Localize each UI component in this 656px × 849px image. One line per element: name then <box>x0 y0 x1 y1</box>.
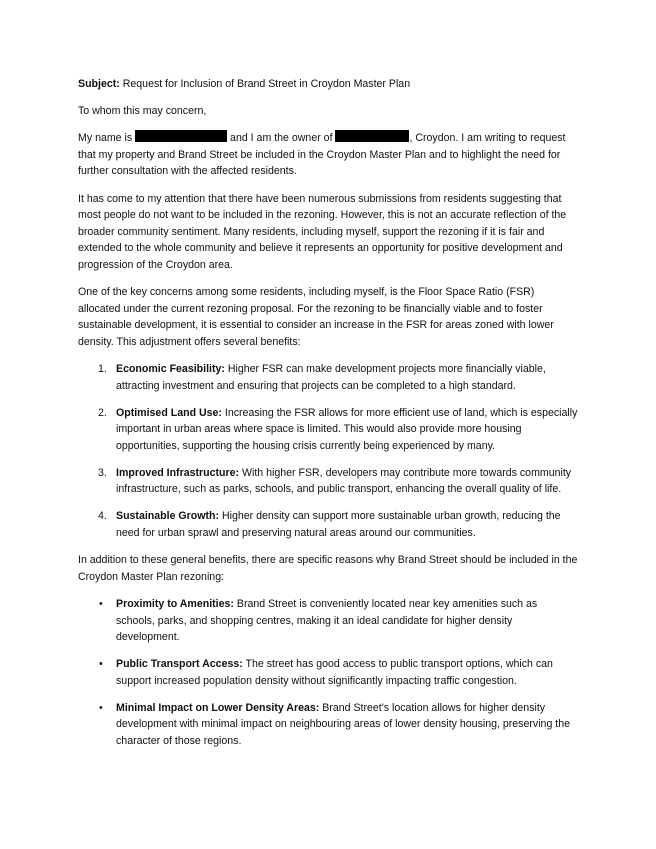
reason-text: Brand Street is conveniently located near key amenities such as schools, parks, and shopping centres, making it an ideal candidate for higher density development. <box>116 598 538 643</box>
benefit-title: Sustainable Growth: <box>116 510 220 522</box>
intro-before-name: My name is <box>78 132 136 144</box>
bullet-icon: • <box>99 598 103 610</box>
list-number: 4. <box>98 510 107 522</box>
reason-item <box>78 596 578 646</box>
reason-text: The street has good access to public transport options, which can support increased population density without significantly impacting traffic congestion. <box>116 658 553 687</box>
benefit-title: Economic Feasibility: <box>116 363 225 375</box>
subject-text: Request for Inclusion of Brand Street in Croydon Master Plan <box>119 78 411 90</box>
greeting: To whom this may concern, <box>78 104 207 117</box>
list-number: 1. <box>98 363 107 375</box>
community-sentiment-paragraph: It has come to my attention that there have been numerous submissions from residents suggesting that most people do not want to be included in the rezoning. However, this is not an accurate reflection of the broader community sentiment. Many residents, including myself, support the rezoning if it is fair and extended to the whole community and believe it represents an opportunity for positive development and progression of the Croydon area. <box>78 192 567 271</box>
list-number: 2. <box>98 406 107 419</box>
benefit-title: Optimised Land Use: <box>116 406 222 419</box>
redacted-address <box>335 130 409 142</box>
benefit-text: With higher FSR, developers may contribute more towards community infrastructure, such as parks, schools, and public transport, enhancing the overall quality of life. <box>116 466 572 495</box>
benefit-item <box>78 405 578 455</box>
reason-title: Minimal Impact on Lower Density Areas: <box>116 701 320 714</box>
intro-after-address: , Croydon. I am writing to request that my property and Brand Street be included in the Croydon Master Plan and to highlight the need for further consultation with the affected residents. <box>78 132 566 177</box>
benefit-text: Increasing the FSR allows for more efficient use of land, which is especially important in urban areas where space is limited. This would also provide more housing opportunities, supporting the housing crisis currently being experienced by many. <box>116 406 578 452</box>
subject-line <box>78 76 578 93</box>
list-number: 3. <box>98 466 107 479</box>
subject-label: Subject: <box>78 78 120 90</box>
intro-paragraph <box>78 130 578 180</box>
reason-title: Proximity to Amenities: <box>116 598 234 610</box>
fsr-concern-paragraph: One of the key concerns among some residents, including myself, is the Floor Space Ratio (FSR) allocated under the current rezoning proposal. For the rezoning to be financially viable and to foster sustainable development, it is essential to consider an increase in the FSR for areas zoned with lower density. This adjustment offers several benefits: <box>78 286 554 348</box>
benefit-text: Higher density can support more sustainable urban growth, reducing the need for urban sprawl and preserving natural areas around our communities. <box>116 510 561 539</box>
benefits-list <box>78 361 578 541</box>
reason-title: Public Transport Access: <box>116 658 243 670</box>
intro-between: and I am the owner of <box>227 132 336 144</box>
benefit-item <box>78 361 578 394</box>
reason-item <box>78 700 578 750</box>
bullet-icon: • <box>99 701 103 714</box>
brand-street-reasons-intro: In addition to these general benefits, there are specific reasons why Brand Street should be included in the Croydon Master Plan rezoning: <box>78 554 578 583</box>
benefit-item <box>78 465 578 498</box>
redacted-name <box>135 130 227 142</box>
reason-text: Brand Street's location allows for higher density development with minimal impact on neighbouring areas of lower density housing, preserving the character of those regions. <box>116 701 571 747</box>
reasons-list <box>78 596 578 749</box>
benefit-title: Improved Infrastructure: <box>116 466 240 479</box>
benefit-item <box>78 508 578 541</box>
benefit-text: Higher FSR can make development projects more financially viable, attracting investment and ensuring that projects can be completed to a high standard. <box>116 363 546 392</box>
reason-item <box>78 656 578 689</box>
bullet-icon: • <box>99 658 103 670</box>
